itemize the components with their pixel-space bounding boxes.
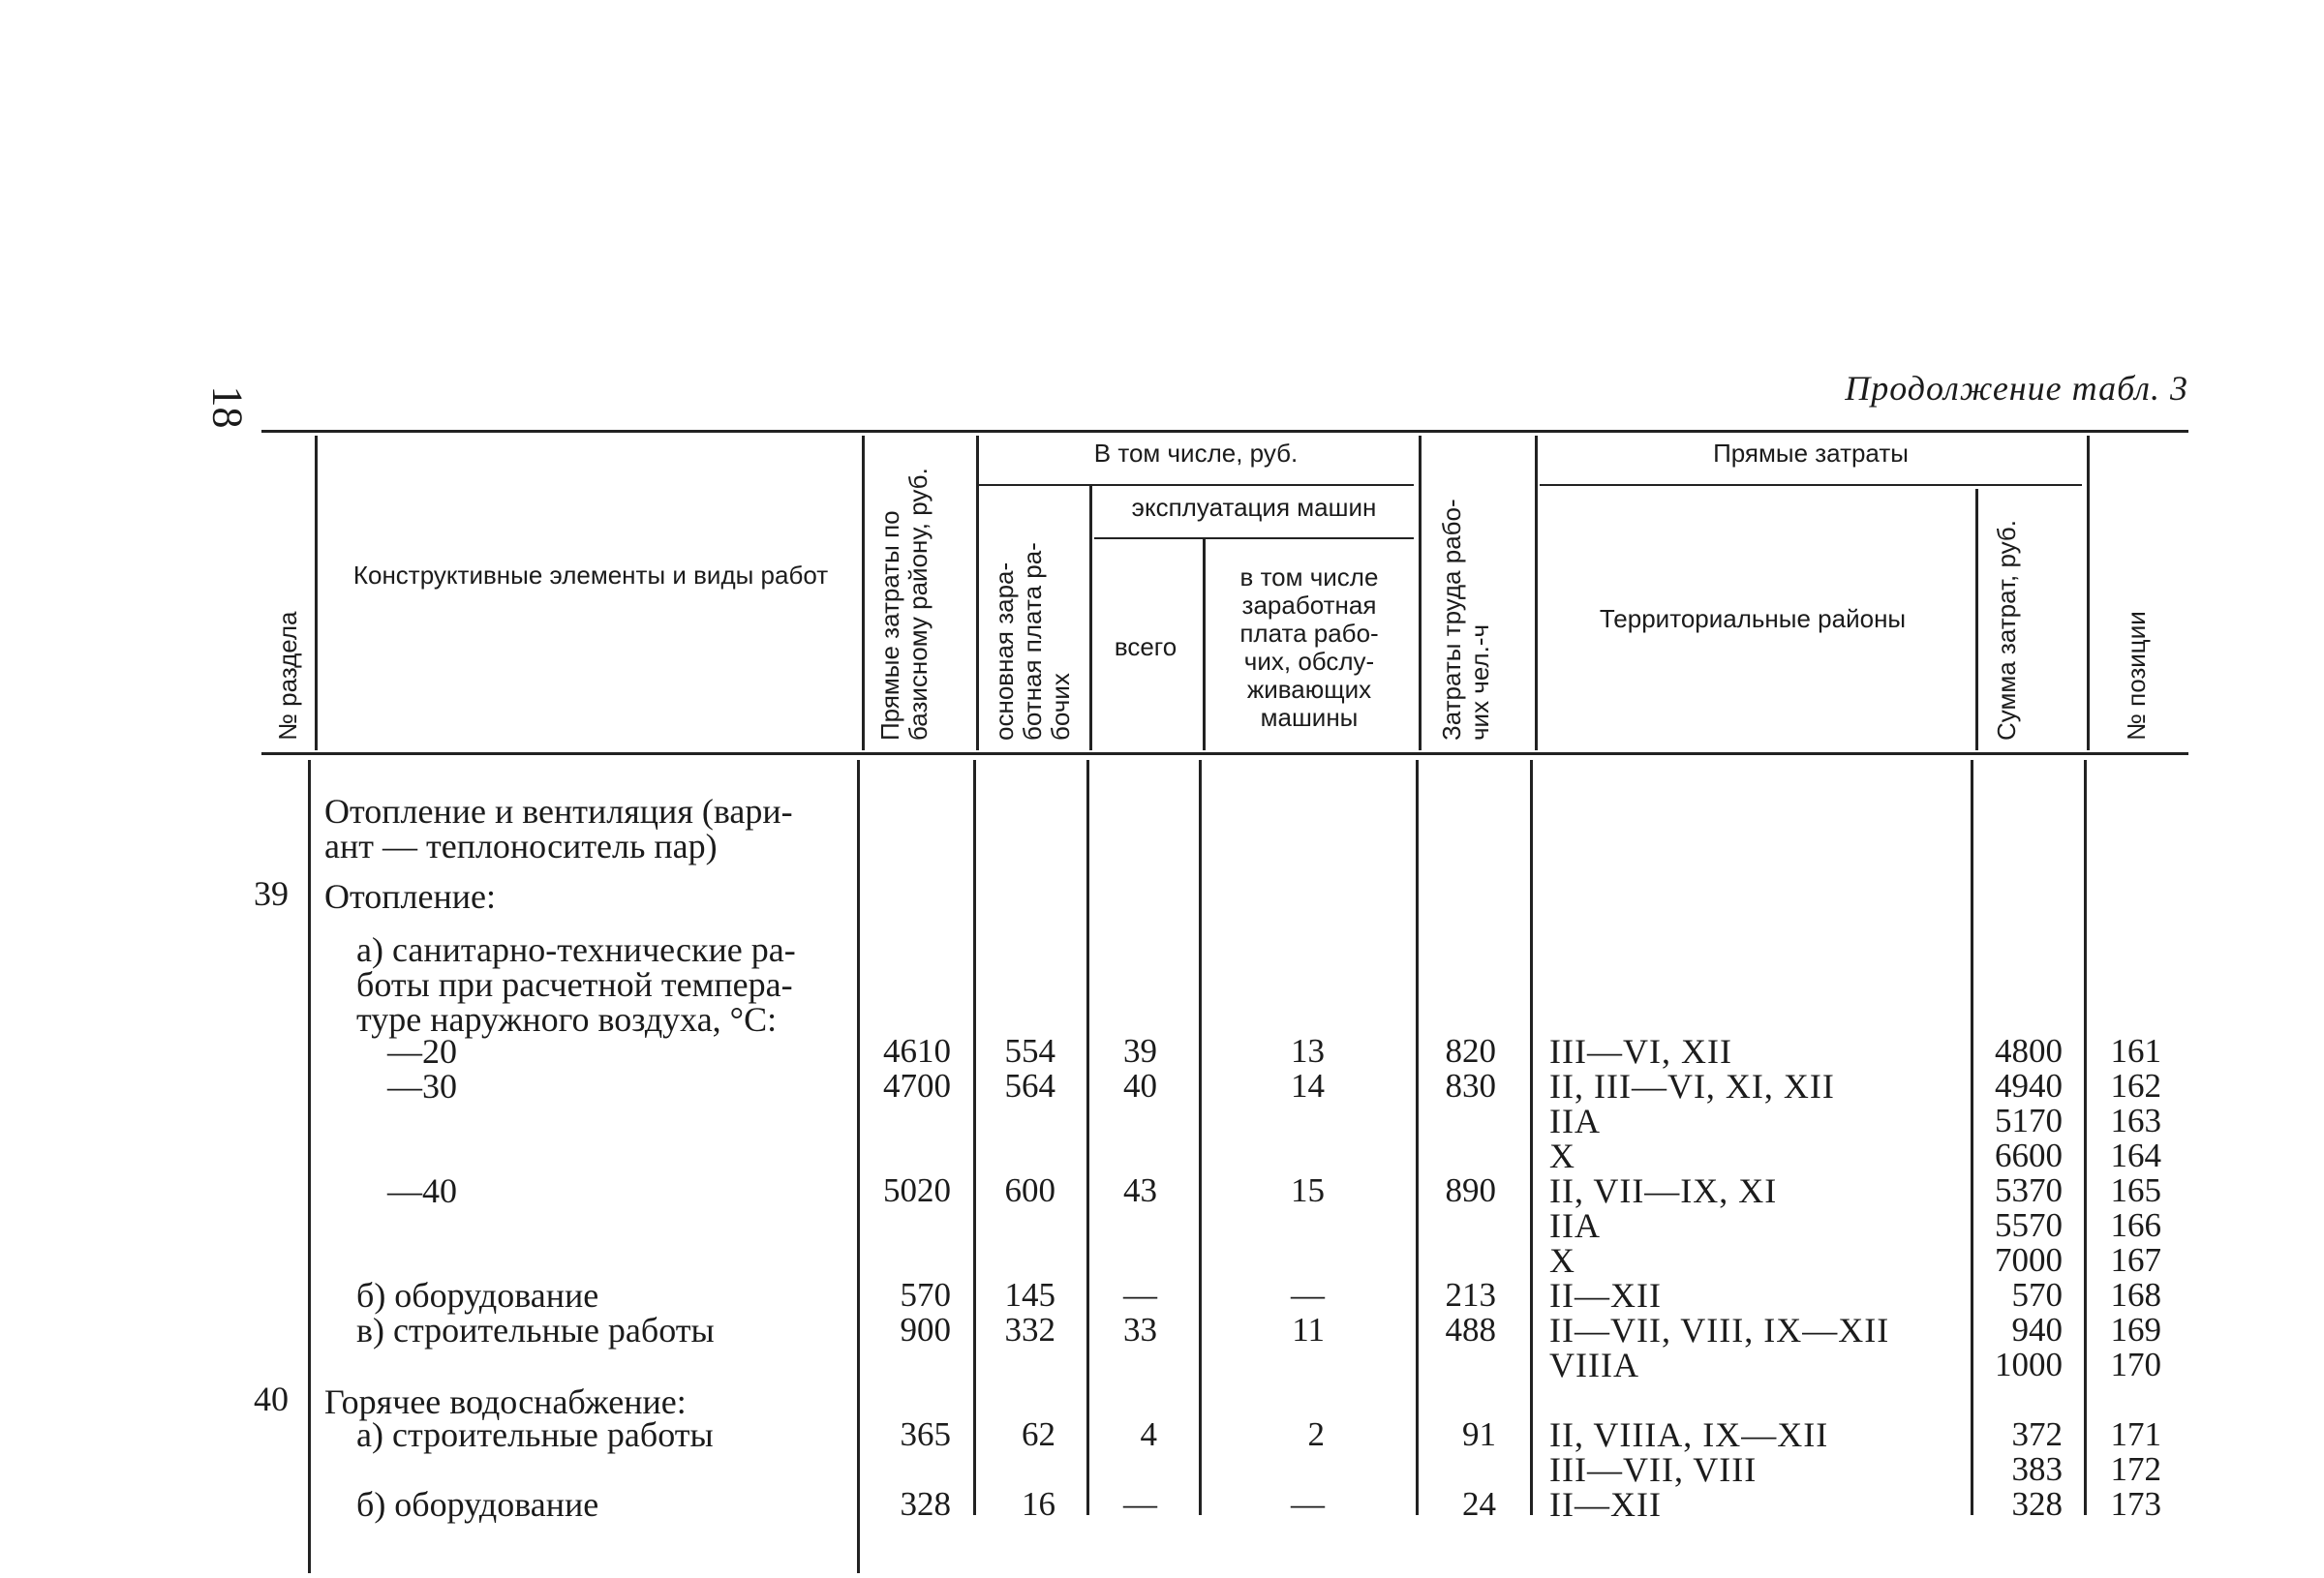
cell-region: II, III—VI, XI, XII bbox=[1549, 1067, 1835, 1106]
cell-region: X bbox=[1549, 1241, 1575, 1280]
cell-direct-cost: 328 bbox=[900, 1485, 951, 1523]
cell-labor: 213 bbox=[1445, 1276, 1496, 1314]
cell-position: 163 bbox=[2110, 1102, 2161, 1139]
cell-sum: 372 bbox=[2011, 1415, 2063, 1453]
cell-labor: 820 bbox=[1445, 1032, 1496, 1070]
header-sum: Сумма затрат, руб. bbox=[1992, 519, 2021, 741]
cell-position: 170 bbox=[2110, 1346, 2161, 1383]
cell-machine-wages: 15 bbox=[1291, 1171, 1325, 1209]
cell-sum: 570 bbox=[2011, 1276, 2063, 1314]
cell-label: —20 bbox=[387, 1032, 457, 1071]
heating-label: Отопление: bbox=[324, 877, 496, 916]
cell-direct-cost: 570 bbox=[900, 1276, 951, 1314]
header-position: № позиции bbox=[2122, 611, 2151, 741]
cell-machine-wages: 14 bbox=[1291, 1067, 1325, 1105]
cell-direct-cost: 4610 bbox=[883, 1032, 951, 1070]
cell-sum: 6600 bbox=[1995, 1137, 2063, 1174]
header-section-no: № раздела bbox=[273, 611, 302, 741]
section-number-40: 40 bbox=[254, 1380, 289, 1418]
header-wages: основная зара- ботная плата ра- бочих bbox=[990, 542, 1075, 741]
cell-position: 168 bbox=[2110, 1276, 2161, 1314]
cell-region: III—VII, VIII bbox=[1549, 1450, 1758, 1489]
cell-sum: 7000 bbox=[1995, 1241, 2063, 1279]
cell-machines: 39 bbox=[1123, 1032, 1157, 1070]
cell-label: а) строительные работы bbox=[356, 1415, 714, 1454]
item-a-line1: а) санитарно-технические ра- bbox=[356, 930, 796, 969]
cell-region: II, VIIIA, IX—XII bbox=[1549, 1415, 1829, 1454]
section-title-line1: Отопление и вентиляция (вари- bbox=[324, 792, 793, 831]
cell-sum: 328 bbox=[2011, 1485, 2063, 1523]
header-labor: Затраты труда рабо- чих чел.-ч bbox=[1437, 499, 1494, 741]
cell-region: II—XII bbox=[1549, 1485, 1662, 1524]
header-machines: эксплуатация машин bbox=[1131, 493, 1377, 522]
cell-position: 164 bbox=[2110, 1137, 2161, 1174]
cell-machines: 4 bbox=[1140, 1415, 1157, 1453]
cell-sum: 5370 bbox=[1995, 1171, 2063, 1209]
cell-position: 166 bbox=[2110, 1206, 2161, 1244]
cell-wages: 16 bbox=[1022, 1485, 1055, 1523]
cell-sum: 940 bbox=[2011, 1311, 2063, 1349]
cell-label: б) оборудование bbox=[356, 1485, 599, 1524]
cell-machines: 33 bbox=[1123, 1311, 1157, 1349]
cell-direct-cost: 4700 bbox=[883, 1067, 951, 1105]
cell-machines: 43 bbox=[1123, 1171, 1157, 1209]
cell-labor: 830 bbox=[1445, 1067, 1496, 1105]
cell-position: 172 bbox=[2110, 1450, 2161, 1488]
cell-labor: 488 bbox=[1445, 1311, 1496, 1349]
cell-sum: 5570 bbox=[1995, 1206, 2063, 1244]
cell-position: 167 bbox=[2110, 1241, 2161, 1279]
cell-direct-cost: 900 bbox=[900, 1311, 951, 1349]
cell-sum: 5170 bbox=[1995, 1102, 2063, 1139]
cell-machines: — bbox=[1123, 1485, 1157, 1523]
cell-region: IIA bbox=[1549, 1206, 1601, 1245]
cell-region: X bbox=[1549, 1137, 1575, 1175]
cell-position: 162 bbox=[2110, 1067, 2161, 1105]
cell-machine-wages: — bbox=[1291, 1276, 1325, 1314]
cell-wages: 564 bbox=[1004, 1067, 1055, 1105]
cell-direct-cost: 365 bbox=[900, 1415, 951, 1453]
cell-position: 161 bbox=[2110, 1032, 2161, 1070]
cell-machine-wages: 11 bbox=[1292, 1311, 1325, 1349]
cell-region: III—VI, XII bbox=[1549, 1032, 1732, 1071]
header-elements: Конструктивные элементы и виды работ bbox=[352, 561, 829, 590]
cell-sum: 4800 bbox=[1995, 1032, 2063, 1070]
header-machines-total: всего bbox=[1114, 632, 1177, 661]
section-number-39: 39 bbox=[254, 874, 289, 913]
cell-label: в) строительные работы bbox=[356, 1311, 715, 1350]
continuation-caption: Продолжение табл. 3 bbox=[1845, 369, 2188, 408]
cell-machine-wages: 13 bbox=[1291, 1032, 1325, 1070]
cell-position: 169 bbox=[2110, 1311, 2161, 1349]
cell-machines: 40 bbox=[1123, 1067, 1157, 1105]
cell-wages: 554 bbox=[1004, 1032, 1055, 1070]
cell-wages: 145 bbox=[1004, 1276, 1055, 1314]
cell-position: 171 bbox=[2110, 1415, 2161, 1453]
header-direct-costs-base: Прямые затраты по базисному району, руб. bbox=[875, 468, 933, 741]
cell-label: —40 bbox=[387, 1171, 457, 1210]
cell-region: IIA bbox=[1549, 1102, 1601, 1140]
cell-sum: 1000 bbox=[1995, 1346, 2063, 1383]
cell-label: —30 bbox=[387, 1067, 457, 1106]
cell-direct-cost: 5020 bbox=[883, 1171, 951, 1209]
page-number: 18 bbox=[203, 385, 252, 429]
cell-labor: 24 bbox=[1462, 1485, 1496, 1523]
cell-machines: — bbox=[1123, 1276, 1157, 1314]
header-including: В том числе, руб. bbox=[1093, 439, 1299, 468]
cell-label: б) оборудование bbox=[356, 1276, 599, 1315]
item-a-line3: туре наружного воздуха, °С: bbox=[356, 1000, 778, 1039]
cell-wages: 62 bbox=[1022, 1415, 1055, 1453]
cell-position: 173 bbox=[2110, 1485, 2161, 1523]
cell-sum: 383 bbox=[2011, 1450, 2063, 1488]
cell-wages: 332 bbox=[1004, 1311, 1055, 1349]
header-machines-wages: в том числе заработная плата рабо- чих, обслу- живающих машины bbox=[1239, 562, 1379, 732]
cell-region: II—XII bbox=[1549, 1276, 1662, 1315]
hot-water-label: Горячее водоснабжение: bbox=[324, 1382, 687, 1421]
cell-sum: 4940 bbox=[1995, 1067, 2063, 1105]
cell-region: VIIIA bbox=[1549, 1346, 1639, 1384]
cell-region: II—VII, VIII, IX—XII bbox=[1549, 1311, 1890, 1350]
header-direct-costs: Прямые затраты bbox=[1713, 439, 1909, 468]
cell-labor: 890 bbox=[1445, 1171, 1496, 1209]
cell-position: 165 bbox=[2110, 1171, 2161, 1209]
cell-wages: 600 bbox=[1004, 1171, 1055, 1209]
cell-machine-wages: 2 bbox=[1307, 1415, 1325, 1453]
section-title-line2: ант — теплоноситель пар) bbox=[324, 827, 718, 865]
item-a-line2: боты при расчетной темпера- bbox=[356, 965, 793, 1004]
header-regions: Территориальные районы bbox=[1599, 604, 1907, 633]
cell-region: II, VII—IX, XI bbox=[1549, 1171, 1778, 1210]
cell-machine-wages: — bbox=[1291, 1485, 1325, 1523]
cell-labor: 91 bbox=[1462, 1415, 1496, 1453]
